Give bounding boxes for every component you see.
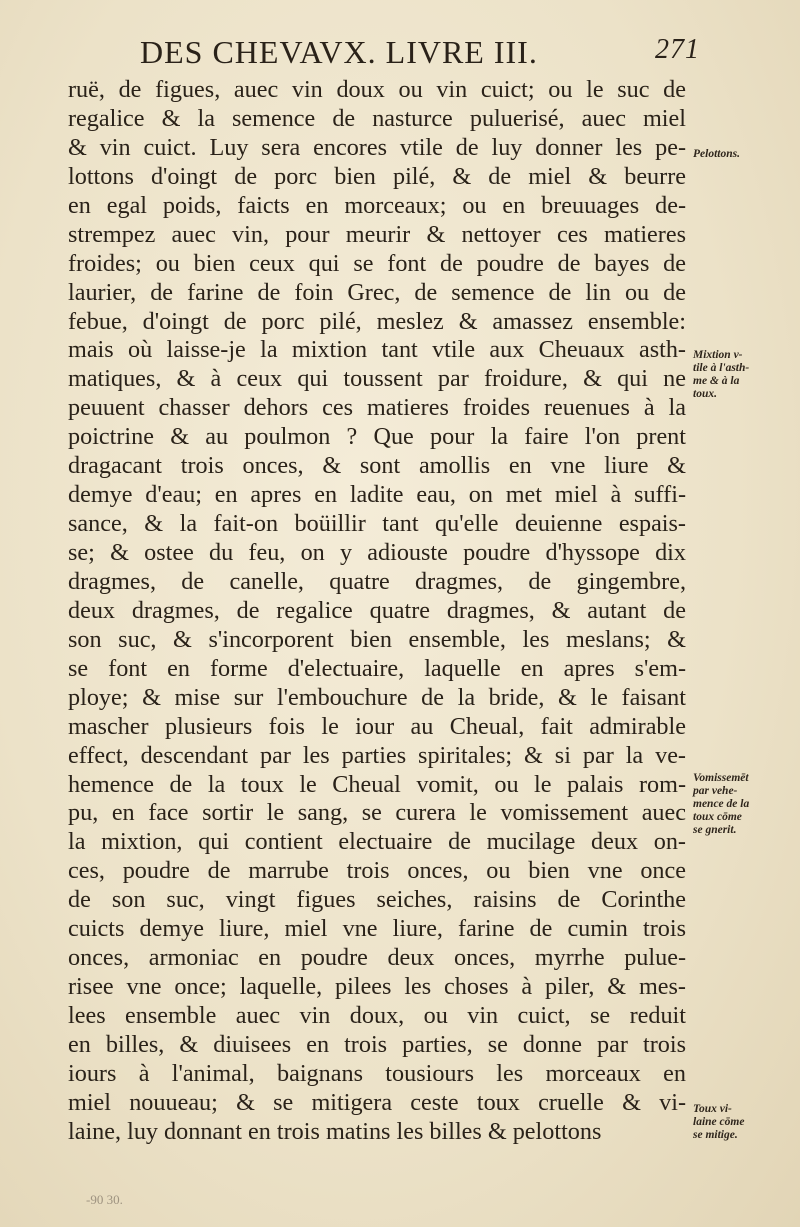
text-line: ruë, de figues, auec vin doux ou vin cuict; ou le suc de (68, 76, 686, 103)
margin-note-line: Vomissemēt (693, 772, 749, 784)
text-line: pu, en face sortir le sang, se curera le vomissement auec (68, 799, 686, 827)
margin-note-line: toux cōme (693, 811, 742, 823)
text-line: deux dragmes, de regalice quatre dragmes, & autant de (68, 596, 686, 624)
text-line: lottons d'oingt de porc bien pilé, & de miel & beurre (68, 162, 686, 190)
footer-mark: -90 30. (86, 1192, 123, 1207)
text-line: lees ensemble auec vin doux, ou vin cuict, se reduit (68, 1002, 686, 1029)
text-line: febue, d'oingt de porc pilé, meslez & amassez ensemble: (68, 307, 686, 335)
margin-note-line: Pelottons. (693, 148, 740, 160)
text-line: la mixtion, qui contient electuaire de mucilage deux on- (68, 828, 686, 856)
page-number: 271 (655, 34, 700, 65)
margin-note-line: tile à l'asth- (693, 362, 750, 374)
margin-note-line: toux. (693, 388, 717, 400)
text-line: froides; ou bien ceux qui se font de poudre de bayes de (68, 249, 686, 277)
text-line: onces, armoniac en poudre deux onces, myrrhe pulue- (68, 944, 686, 972)
margin-note-pelottons (693, 148, 793, 161)
text-line: son suc, & s'incorporent bien ensemble, les meslans; & (68, 625, 686, 653)
text-line: matiques, & à ceux qui toussent par froidure, & qui ne (68, 365, 686, 393)
text-line: dragmes, de canelle, quatre dragmes, de gingembre, (68, 567, 686, 595)
text-line: hemence de la toux le Cheual vomit, ou le palais rom- (68, 770, 686, 798)
margin-note-line: se mitige. (693, 1129, 738, 1141)
text-line: laurier, de farine de foin Grec, de semence de lin ou de (68, 278, 686, 306)
text-line: laine, luy donnant en trois matins les billes & pelottons (68, 1117, 602, 1145)
text-line: cuicts demye liure, miel vne liure, farine de cumin trois (68, 915, 686, 943)
text-line: regalice & la semence de nasturce puluerisé, auec miel (68, 104, 686, 132)
body-text (68, 76, 686, 1147)
margin-note-line: Toux vi- (693, 1103, 732, 1115)
text-line: ces, poudre de marrube trois onces, ou bien vne once (68, 857, 686, 885)
text-line: se; & ostee du feu, on y adiouste poudre d'hyssope dix (68, 539, 686, 566)
text-line: poictrine & au poulmon ? Que pour la faire l'on prent (68, 423, 686, 451)
margin-note-line: laine cōme (693, 1116, 745, 1128)
page-header (140, 34, 700, 74)
margin-note-line: me & à la (693, 375, 740, 387)
margin-note-mixtion (693, 349, 793, 401)
margin-note-line: mence de la (693, 798, 750, 810)
margin-note-line: se gnerit. (693, 824, 737, 836)
text-line: & vin cuict. Luy sera encores vtile de luy donner les pe- (68, 133, 686, 161)
text-line: en egal poids, faicts en morceaux; ou en breuuages de- (68, 191, 686, 219)
text-line: sance, & la fait-on boüillir tant qu'elle deuienne espais- (68, 510, 686, 538)
margin-note-vomissement (693, 772, 793, 837)
text-line: demye d'eau; en apres en ladite eau, on met miel à suffi- (68, 481, 686, 509)
margin-note-line: Mixtion v- (693, 349, 743, 361)
text-line: peuuent chasser dehors ces matieres froides reuenues à la (68, 394, 686, 422)
text-line: miel nouueau; & se mitigera ceste toux cruelle & vi- (68, 1088, 686, 1116)
text-line: iours à l'animal, baignans tousiours les morceaux en (68, 1059, 686, 1087)
text-line: de son suc, vingt figues seiches, raisins de Corinthe (68, 886, 686, 914)
text-line: risee vne once; laquelle, pilees les choses à piler, & mes- (68, 973, 686, 1001)
text-line: mais où laisse-je la mixtion tant vtile aux Cheuaux asth- (68, 336, 686, 364)
text-line: en billes, & diuisees en trois parties, se donne par trois (68, 1030, 686, 1058)
margin-note-toux (693, 1103, 793, 1142)
text-line: mascher plusieurs fois le iour au Cheual, fait admirable (68, 712, 686, 740)
running-head: DES CHEVAVX. LIVRE III. (140, 34, 538, 70)
text-line: ploye; & mise sur l'embouchure de la bride, & le faisant (68, 683, 686, 711)
text-line: effect, descendant par les parties spiritales; & si par la ve- (68, 741, 686, 769)
margin-note-line: par vehe- (693, 785, 738, 797)
text-line: strempez auec vin, pour meurir & nettoyer ces matieres (68, 220, 686, 248)
text-line: se font en forme d'electuaire, laquelle en apres s'em- (68, 654, 686, 682)
text-line: dragacant trois onces, & sont amollis en vne liure & (68, 452, 686, 480)
